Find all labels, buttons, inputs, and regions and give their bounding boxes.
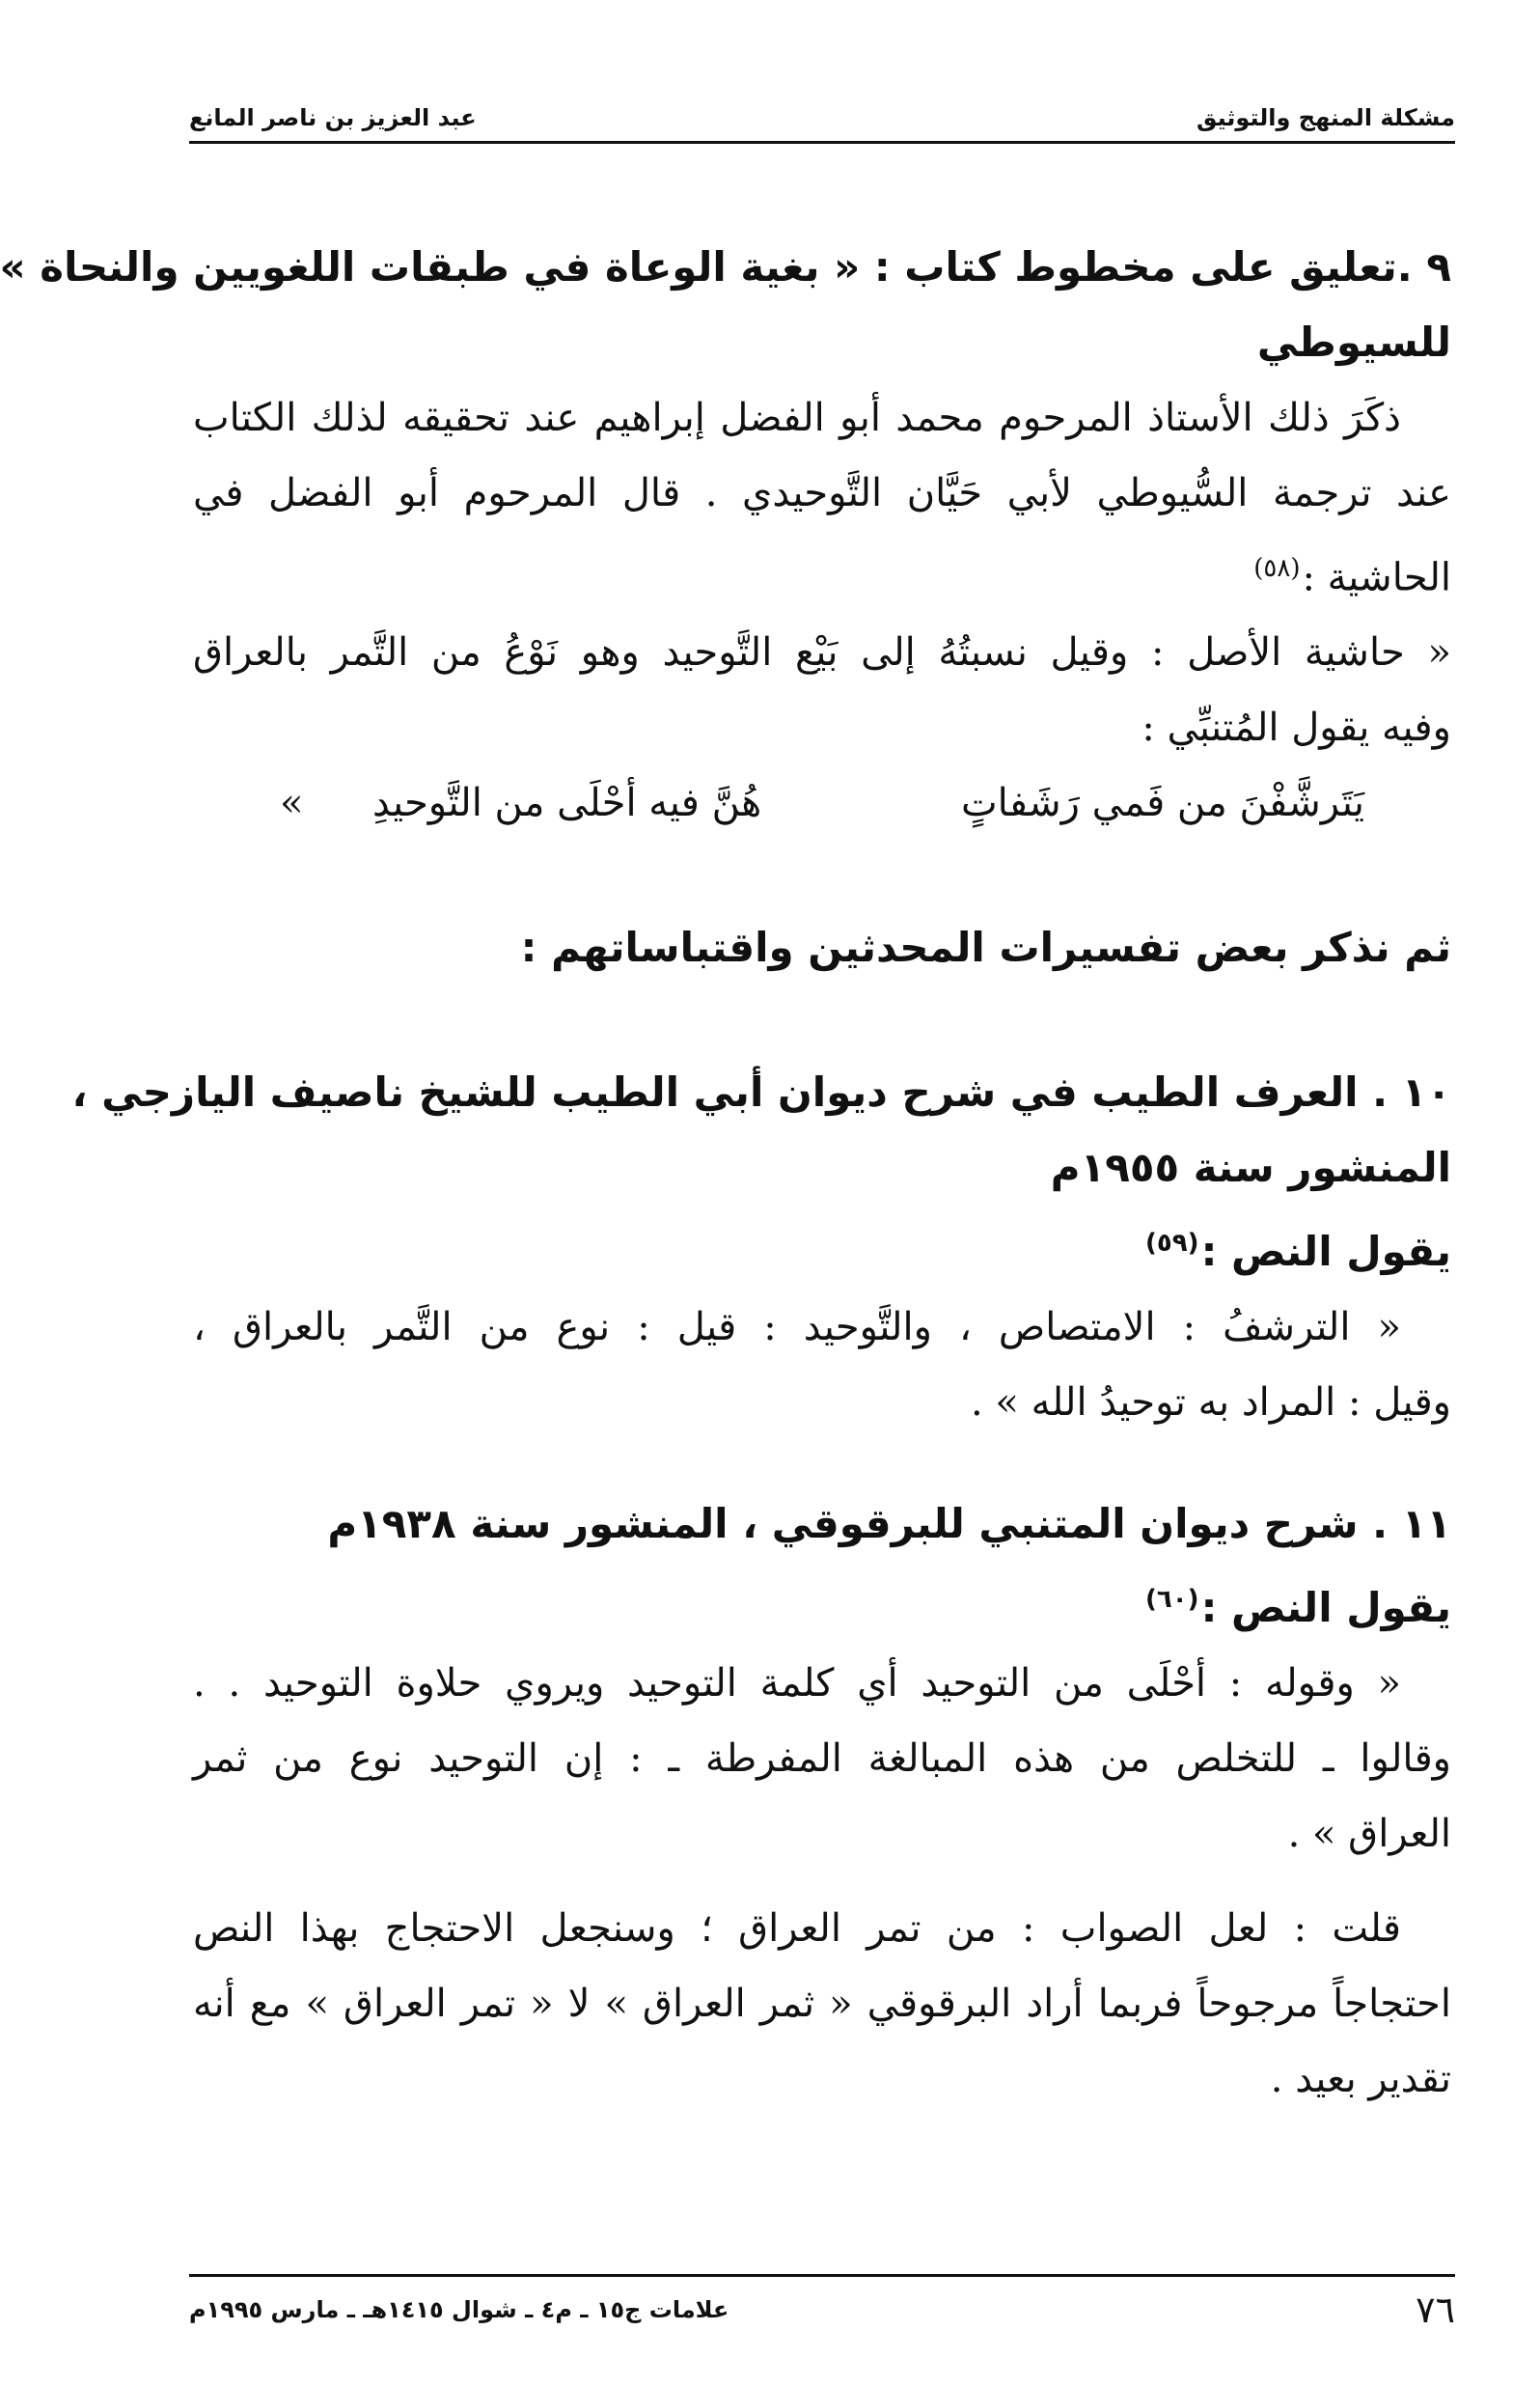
header-author: عبد العزيز بن ناصر المانع xyxy=(189,104,477,131)
section-10-says-text: يقول النص : xyxy=(1200,1228,1451,1276)
journal-citation: علامات ج١٥ ـ م٤ ـ شوال ١٤١٥هـ ـ مارس ١٩٩٥م xyxy=(189,2296,729,2323)
section-9-text-line-2: عند ترجمة السُّيوطي لأبي حَيَّان التَّوحيدي . قال المرحوم أبو الفضل في xyxy=(193,471,1451,515)
section-11-quote-line-2: وقالوا ـ للتخلص من هذه المبالغة المفرطة ـ : إن التوحيد نوع من ثمر xyxy=(193,1736,1451,1782)
page-number: ٧٦ xyxy=(1416,2289,1455,2331)
main-text xyxy=(0,230,1451,2117)
footnote-ref-58: (٥٨) xyxy=(1253,554,1301,583)
verse-line xyxy=(193,765,1451,841)
verse-hemistich-right: يَتَرشَّفْنَ من فَمي رَشَفاتٍ xyxy=(961,781,1364,826)
section-11-quote-line-1: « وقوله : أحْلَى من التوحيد أي كلمة التوحيد ويروي حلاوة التوحيد . . xyxy=(193,1661,1401,1706)
section-10-quote-line-1: « الترشفُ : الامتصاص ، والتَّوحيد : قيل : نوع من التَّمر بالعراق ، xyxy=(193,1305,1401,1350)
section-10-heading-line-1: ١٠ . العرف الطيب في شرح ديوان أبي الطيب للشيخ ناصيف اليازجي ، xyxy=(71,1068,1451,1117)
verse-hemistich-left xyxy=(280,765,761,841)
section-10-says xyxy=(193,1206,1451,1290)
footer-rule xyxy=(189,2274,1455,2277)
conclusion-line-2: احتجاجاً مرجوحاً فربما أراد البرقوقي « ثمر العراق » لا « تمر العراق » مع أنه xyxy=(193,1982,1451,2027)
section-9-text-line-3-text: الحاشية : xyxy=(1302,555,1451,600)
section-11-says-text: يقول النص : xyxy=(1200,1584,1451,1632)
section-9-heading-line-1: ٩ .تعليق على مخطوط كتاب : « بغية الوعاة في طبقات اللغويين والنحاة » xyxy=(0,243,1451,291)
section-9-text-line-3 xyxy=(193,531,1451,615)
conclusion-line-1: قلت : لعل الصواب : من تمر العراق ؛ وسنجعل الاحتجاج بهذا النص xyxy=(193,1906,1401,1952)
running-header xyxy=(189,85,1455,131)
page-footer xyxy=(189,2286,1455,2334)
section-9-quote-line-2: وفيه يقول المُتنبِّي : xyxy=(1141,706,1451,751)
section-9-quote-line-1: « حاشية الأصل : وقيل نسبتُهُ إلى بَيْع التَّوحيد وهو نَوْعُ من التَّمر بالعراق xyxy=(193,630,1451,676)
section-11-quote-line-3: العراق » . xyxy=(1287,1812,1451,1857)
verse-closing-quote: » xyxy=(280,781,304,826)
header-rule xyxy=(189,141,1455,144)
footnote-ref-60: (٦٠) xyxy=(1145,1585,1199,1615)
footnote-ref-59: (٥٩) xyxy=(1145,1229,1199,1259)
interlude-heading: ثم نذكر بعض تفسيرات المحدثين واقتباساتهم : xyxy=(520,924,1451,972)
section-10-quote-line-2: وقيل : المراد به توحيدُ الله » . xyxy=(970,1380,1451,1426)
section-10-heading-line-2: المنشور سنة ١٩٥٥م xyxy=(1050,1144,1451,1192)
section-11-heading: ١١ . شرح ديوان المتنبي للبرقوقي ، المنشور سنة ١٩٣٨م xyxy=(327,1500,1451,1548)
section-9-heading-line-2: للسيوطي xyxy=(1256,319,1451,366)
header-title: مشكلة المنهج والتوثيق xyxy=(1196,104,1455,131)
section-9-text-line-1: ذكَرَ ذلك الأستاذ المرحوم محمد أبو الفضل إبراهيم عند تحقيقه لذلك الكتاب xyxy=(193,396,1401,440)
section-11-says xyxy=(193,1562,1451,1646)
verse-hemistich-left-text: هُنَّ فيه أحْلَى من التَّوحيدِ xyxy=(372,781,762,826)
conclusion-line-3: تقدير بعيد . xyxy=(1270,2057,1451,2102)
